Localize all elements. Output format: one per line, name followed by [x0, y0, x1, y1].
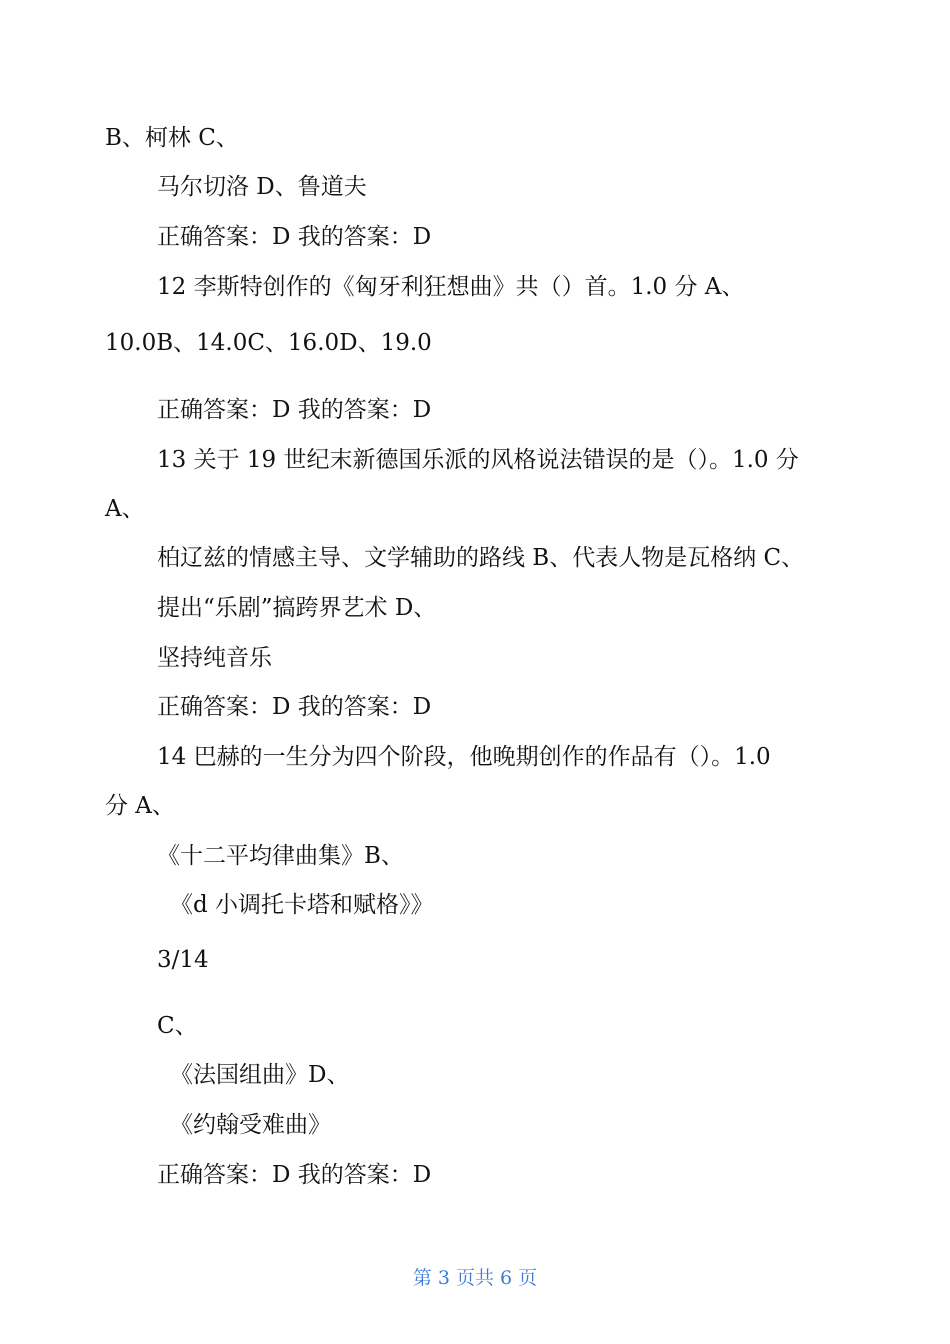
- correct-answer-line: 正确答案：D 我的答案：D: [157, 224, 432, 250]
- answer-options-line: B、柯林 C、: [105, 125, 239, 151]
- correct-answer-line: 正确答案：D 我的答案：D: [157, 694, 432, 720]
- answer-options-line: 柏辽兹的情感主导、文学辅助的路线 B、代表人物是瓦格纳 C、: [157, 545, 805, 571]
- answer-options-line: 《约翰受难曲》: [170, 1112, 331, 1138]
- correct-answer-line: 正确答案：D 我的答案：D: [157, 1162, 432, 1188]
- answer-options-line: 马尔切洛 D、鲁道夫: [157, 174, 367, 200]
- answer-options-line: 提出“乐剧”搞跨界艺术 D、: [157, 595, 437, 621]
- correct-answer-line: 正确答案：D 我的答案：D: [157, 397, 432, 423]
- page-marker: 3/14: [157, 947, 209, 973]
- answer-options-line: 《d 小调托卡塔和赋格》》: [170, 892, 434, 918]
- answer-options-line: 《十二平均律曲集》B、: [157, 843, 404, 869]
- answer-options-line: C、: [157, 1013, 198, 1039]
- answer-options-line: 坚持纯音乐: [157, 645, 272, 671]
- page-footer: 第 3 页共 6 页: [412, 1267, 538, 1289]
- question-14: 14 巴赫的一生分为四个阶段，他晚期创作的作品有（）。1.0: [157, 744, 771, 770]
- answer-options-line: 10.0B、14.0C、16.0D、19.0: [105, 330, 432, 356]
- answer-options-line: 分 A、: [105, 793, 175, 819]
- question-12: 12 李斯特创作的《匈牙利狂想曲》共（）首。1.0 分 A、: [157, 274, 745, 300]
- answer-options-line: 《法国组曲》D、: [170, 1062, 350, 1088]
- answer-options-line: A、: [105, 496, 145, 522]
- question-13: 13 关于 19 世纪末新德国乐派的风格说法错误的是（）。1.0 分: [157, 447, 799, 473]
